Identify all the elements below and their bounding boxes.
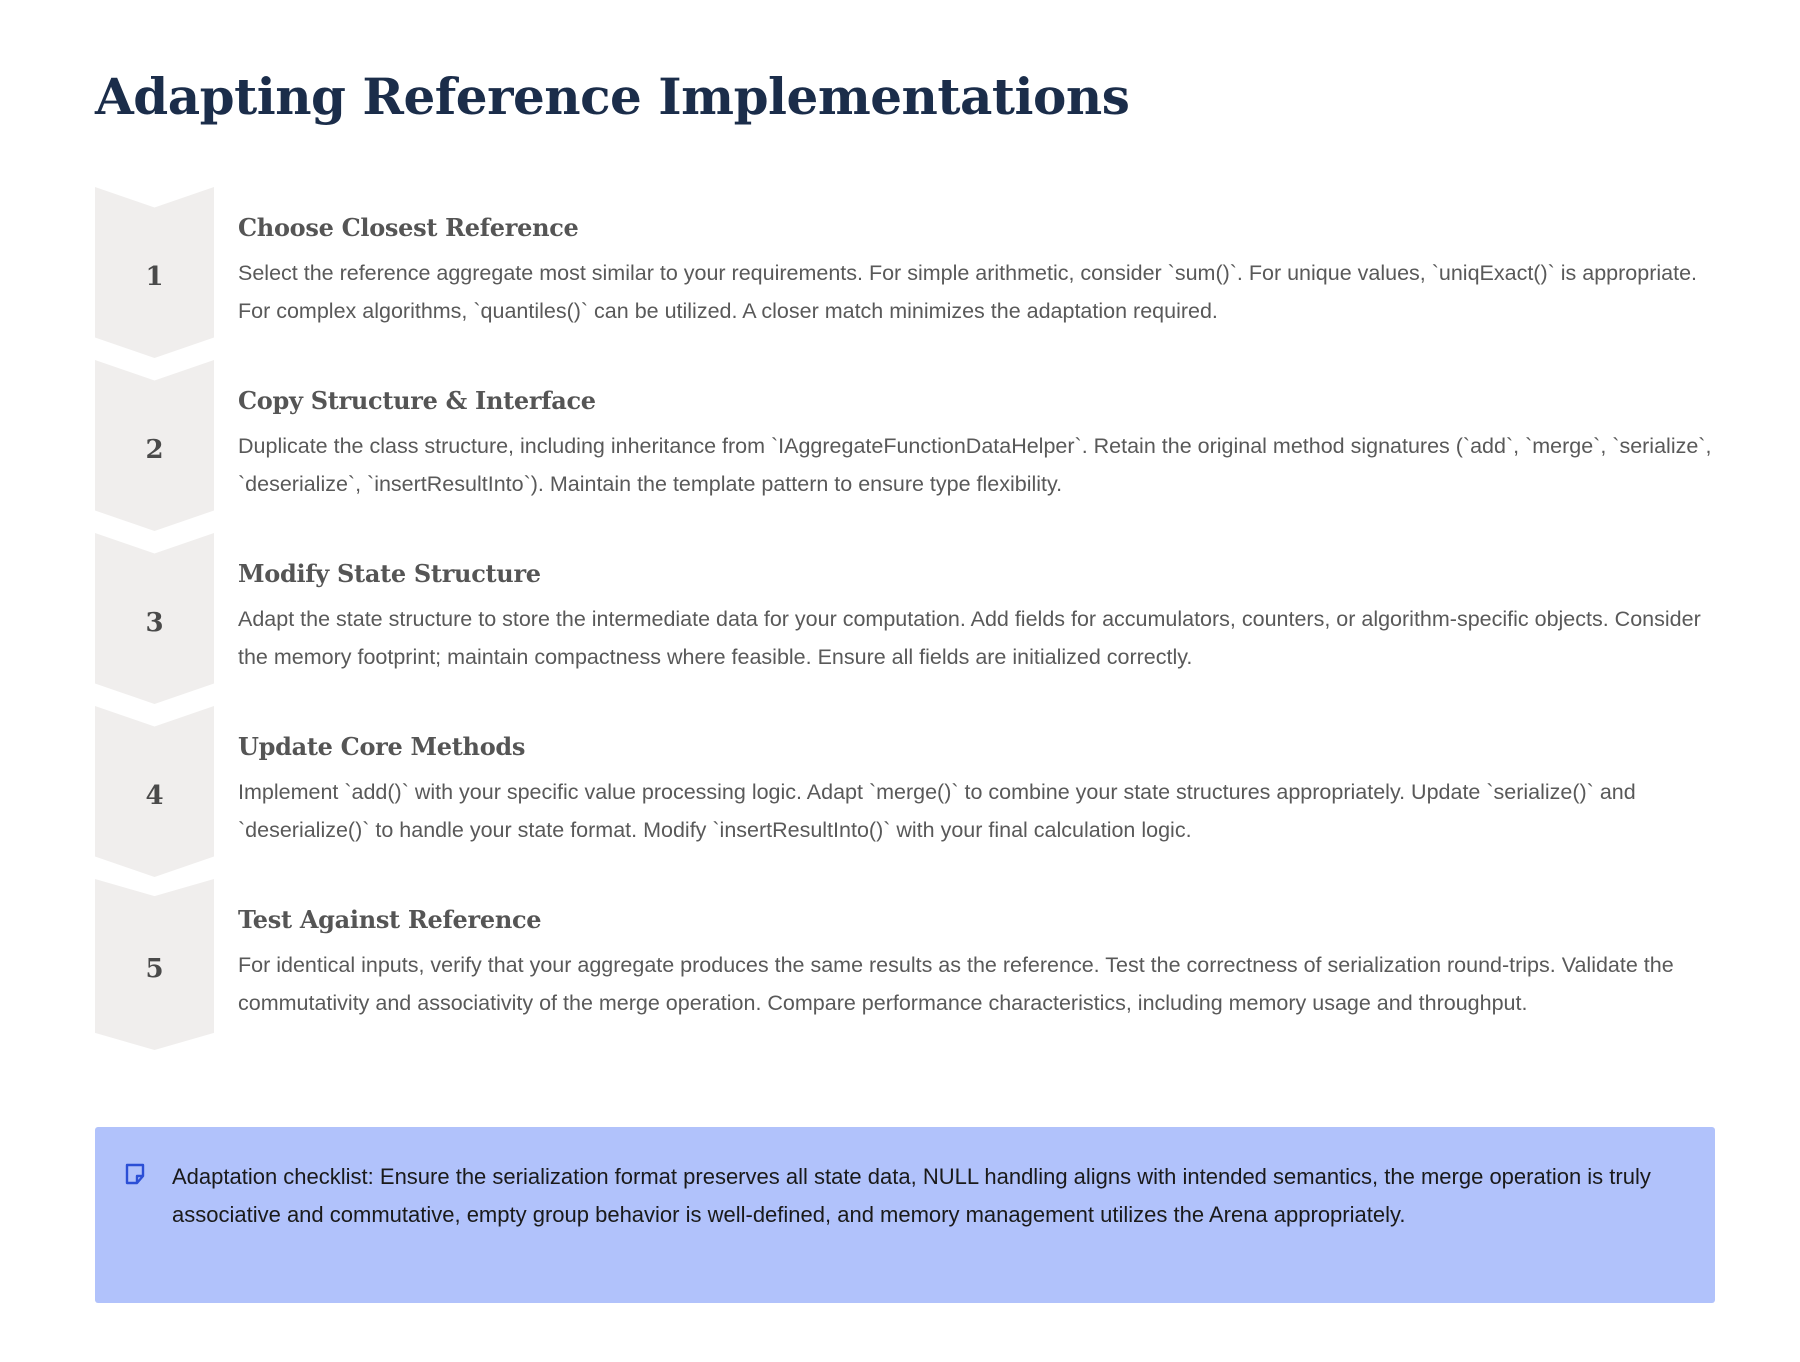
step-chevron xyxy=(95,879,214,1050)
step-item xyxy=(95,187,1715,358)
step-content xyxy=(214,360,1715,531)
step-content xyxy=(214,879,1715,1050)
step-description: Select the reference aggregate most similar to your requirements. For simple arithmetic, consider `sum()`. For unique values, `uniqExact()` is appropriate. For complex algorithms, `quantiles()` can be utilized. A closer match minimizes the adaptation required. xyxy=(238,261,1697,323)
step-title: Choose Closest Reference xyxy=(238,213,579,242)
step-description: For identical inputs, verify that your aggregate produces the same results as the reference. Test the correctness of serialization round-trips. Validate the commutativity and associativity of the merge operation. Compare performance characteristics, including memory usage and throughput. xyxy=(238,953,1674,1015)
steps-list xyxy=(95,187,1715,1050)
step-number: 1 xyxy=(145,261,164,292)
step-content xyxy=(214,533,1715,704)
step-content xyxy=(214,706,1715,877)
step-item xyxy=(95,360,1715,531)
step-description: Implement `add()` with your specific value processing logic. Adapt `merge()` to combine your state structures appropriately. Update `serialize()` and `deserialize()` to handle your state format. Modify `insertResultInto()` with your final calculation logic. xyxy=(238,780,1636,842)
step-title: Update Core Methods xyxy=(238,732,526,761)
step-item xyxy=(95,533,1715,704)
step-number: 2 xyxy=(145,434,164,465)
step-number: 4 xyxy=(145,780,164,811)
step-description: Adapt the state structure to store the intermediate data for your computation. Add fields for accumulators, counters, or algorithm-specific objects. Consider the memory footprint; maintain compactness where feasible. Ensure all fields are initialized correctly. xyxy=(238,607,1701,669)
step-item xyxy=(95,706,1715,877)
checklist-callout xyxy=(95,1127,1715,1303)
step-chevron xyxy=(95,533,214,704)
step-description: Duplicate the class structure, including inheritance from `IAggregateFunctionDataHelper`. Retain the original method signatures (`add`, `merge`, `serialize`, `deserialize`, `insertResultInto`). Maintain the template pattern to ensure type flexibility. xyxy=(238,434,1712,496)
step-chevron xyxy=(95,706,214,877)
step-content xyxy=(214,187,1715,358)
step-chevron xyxy=(95,360,214,531)
step-chevron xyxy=(95,187,214,358)
note-icon xyxy=(123,1162,147,1186)
step-title: Modify State Structure xyxy=(238,559,541,588)
step-item xyxy=(95,879,1715,1050)
checklist-text: Adaptation checklist: Ensure the serialization format preserves all state data, NULL handling aligns with intended semantics, the merge operation is truly associative and commutative, empty group behavior is well-defined, and memory management utilizes the Arena appropriately. xyxy=(172,1164,1651,1227)
page-title: Adapting Reference Implementations xyxy=(95,67,1130,126)
step-number: 5 xyxy=(145,953,164,984)
step-title: Test Against Reference xyxy=(238,905,542,934)
step-number: 3 xyxy=(145,607,164,638)
step-title: Copy Structure & Interface xyxy=(238,386,596,415)
